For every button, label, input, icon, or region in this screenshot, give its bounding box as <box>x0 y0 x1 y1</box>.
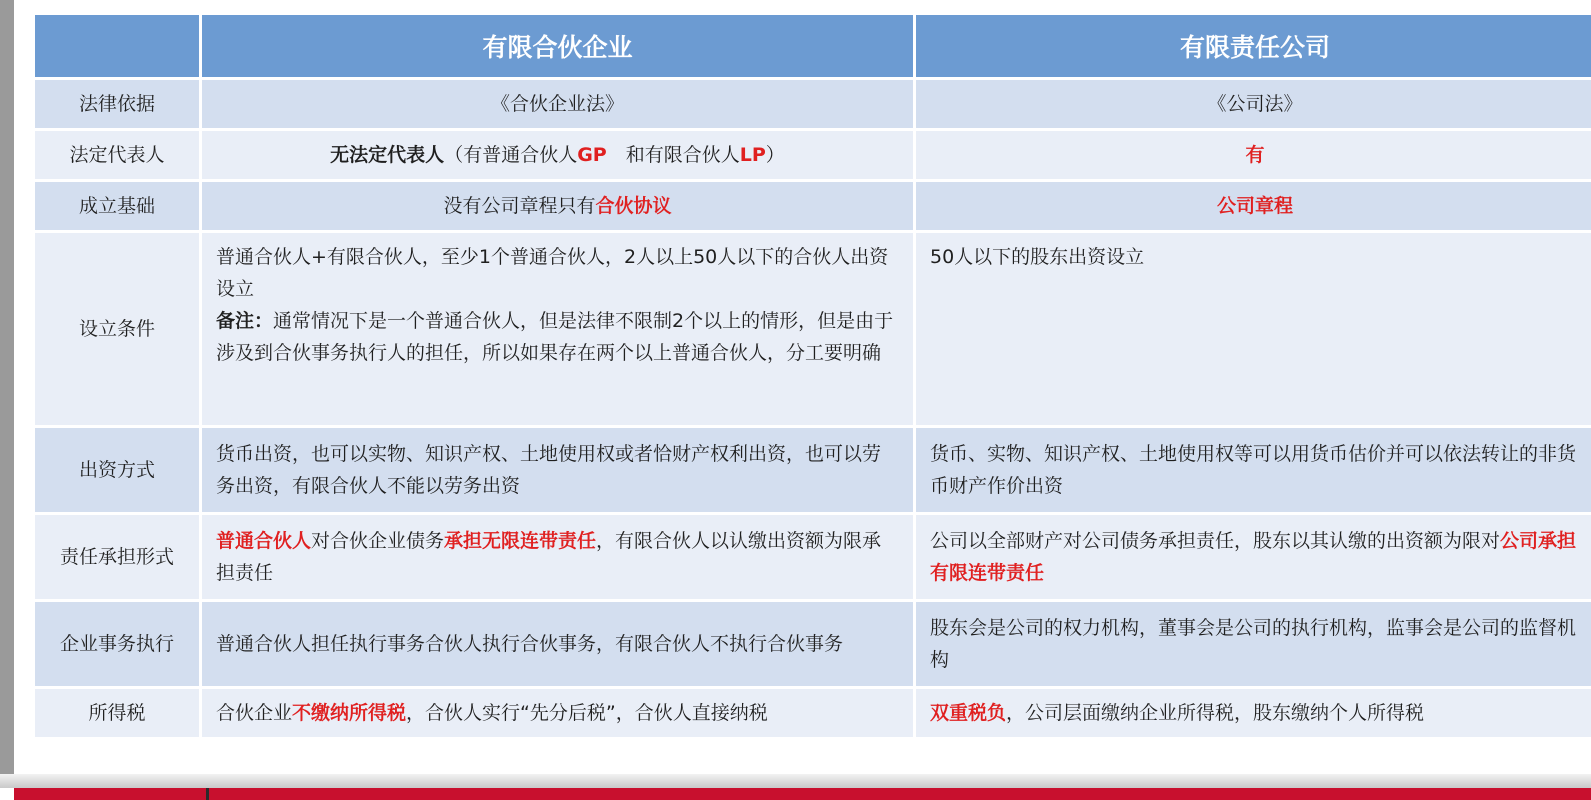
bottom-bar-marker <box>206 788 209 800</box>
row-label: 法律依据 <box>35 80 199 128</box>
partnership-cell <box>202 428 913 512</box>
cell-text: 合伙企业 <box>216 702 293 724</box>
partnership-cell <box>202 182 913 230</box>
cell-text: 《公司法》 <box>1207 93 1303 115</box>
highlight-text: 公司承担有限连带责任 <box>930 530 1577 584</box>
highlight-text: 不缴纳所得税 <box>292 702 407 724</box>
left-edge <box>0 0 14 786</box>
company-cell <box>916 515 1591 599</box>
highlight-text: 有 <box>1245 144 1265 166</box>
row-contribution-method <box>35 428 1591 512</box>
cell-text: 通常情况下是一个普通合伙人，但是法律不限制2个以上的情形，但是由于涉及到合伙事务执行人的担任，所以如果存在两个以上普通合伙人，分工要明确 <box>216 310 894 364</box>
header-corner <box>35 15 199 77</box>
row-label: 出资方式 <box>35 428 199 512</box>
cell-text: 《合伙企业法》 <box>490 93 624 115</box>
comparison-table <box>32 12 1591 740</box>
row-label: 所得税 <box>35 689 199 737</box>
highlight-text: 双重税负 <box>930 702 1007 724</box>
highlight-text: GP <box>577 144 607 166</box>
row-establishment-conditions <box>35 233 1591 425</box>
cell-text: ，公司层面缴纳企业所得税，股东缴纳个人所得税 <box>1006 702 1425 724</box>
row-label: 企业事务执行 <box>35 602 199 686</box>
cell-text: ，有限合伙人以认缴出资额为限承担责任 <box>216 530 882 584</box>
partnership-cell <box>202 80 913 128</box>
row-label: 设立条件 <box>35 233 199 425</box>
bold-text: 备注： <box>216 310 274 332</box>
partnership-cell <box>202 131 913 179</box>
row-label: 成立基础 <box>35 182 199 230</box>
cell-text: 和有限合伙人 <box>606 144 740 166</box>
row-legal-basis <box>35 80 1591 128</box>
highlight-text: LP <box>739 144 766 166</box>
partnership-cell <box>202 689 913 737</box>
cell-text: 普通合伙人+有限合伙人，至少1个普通合伙人，2人以上50人以下的合伙人出资设立 <box>216 246 889 300</box>
highlight-text: 公司章程 <box>1216 195 1293 217</box>
header-limited-company: 有限责任公司 <box>916 15 1591 77</box>
company-cell <box>916 182 1591 230</box>
partnership-cell <box>202 233 913 425</box>
cell-text: ，合伙人实行“先分后税”，合伙人直接纳税 <box>406 702 768 724</box>
cell-text: ） <box>765 144 785 166</box>
highlight-text: 承担无限连带责任 <box>444 530 597 552</box>
company-cell <box>916 602 1591 686</box>
bottom-accent-bar <box>14 788 1591 800</box>
cell-text: 没有公司章程只有 <box>443 195 596 217</box>
slide-bottom-shadow <box>0 774 1591 788</box>
cell-text: 货币、实物、知识产权、土地使用权等可以用货币估价并可以依法转让的非货币财产作价出资 <box>930 443 1577 497</box>
company-cell <box>916 428 1591 512</box>
cell-text: 对合伙企业债务 <box>311 530 445 552</box>
row-affairs-execution <box>35 602 1591 686</box>
row-establishment-basis <box>35 182 1591 230</box>
highlight-text: 合伙协议 <box>595 195 672 217</box>
company-cell <box>916 131 1591 179</box>
row-income-tax <box>35 689 1591 737</box>
company-cell <box>916 80 1591 128</box>
cell-text: 股东会是公司的权力机构，董事会是公司的执行机构，监事会是公司的监督机构 <box>930 617 1577 671</box>
header-row <box>35 15 1591 77</box>
company-cell <box>916 233 1591 425</box>
row-label: 责任承担形式 <box>35 515 199 599</box>
row-liability-form <box>35 515 1591 599</box>
cell-text: 公司以全部财产对公司债务承担责任，股东以其认缴的出资额为限对 <box>930 530 1501 552</box>
highlight-text: 普通合伙人 <box>216 530 312 552</box>
cell-text: 50人以下的股东出资设立 <box>930 246 1145 268</box>
bold-text: 无法定代表人 <box>330 144 445 166</box>
cell-text: 普通合伙人担任执行事务合伙人执行合伙事务，有限合伙人不执行合伙事务 <box>216 633 844 655</box>
row-legal-representative <box>35 131 1591 179</box>
partnership-cell <box>202 602 913 686</box>
cell-text: 货币出资，也可以实物、知识产权、土地使用权或者恰财产权利出资，也可以劳务出资，有限合伙人不能以劳务出资 <box>216 443 882 497</box>
cell-text: （有普通合伙人 <box>444 144 578 166</box>
header-limited-partnership: 有限合伙企业 <box>202 15 913 77</box>
partnership-cell <box>202 515 913 599</box>
company-cell <box>916 689 1591 737</box>
row-label: 法定代表人 <box>35 131 199 179</box>
